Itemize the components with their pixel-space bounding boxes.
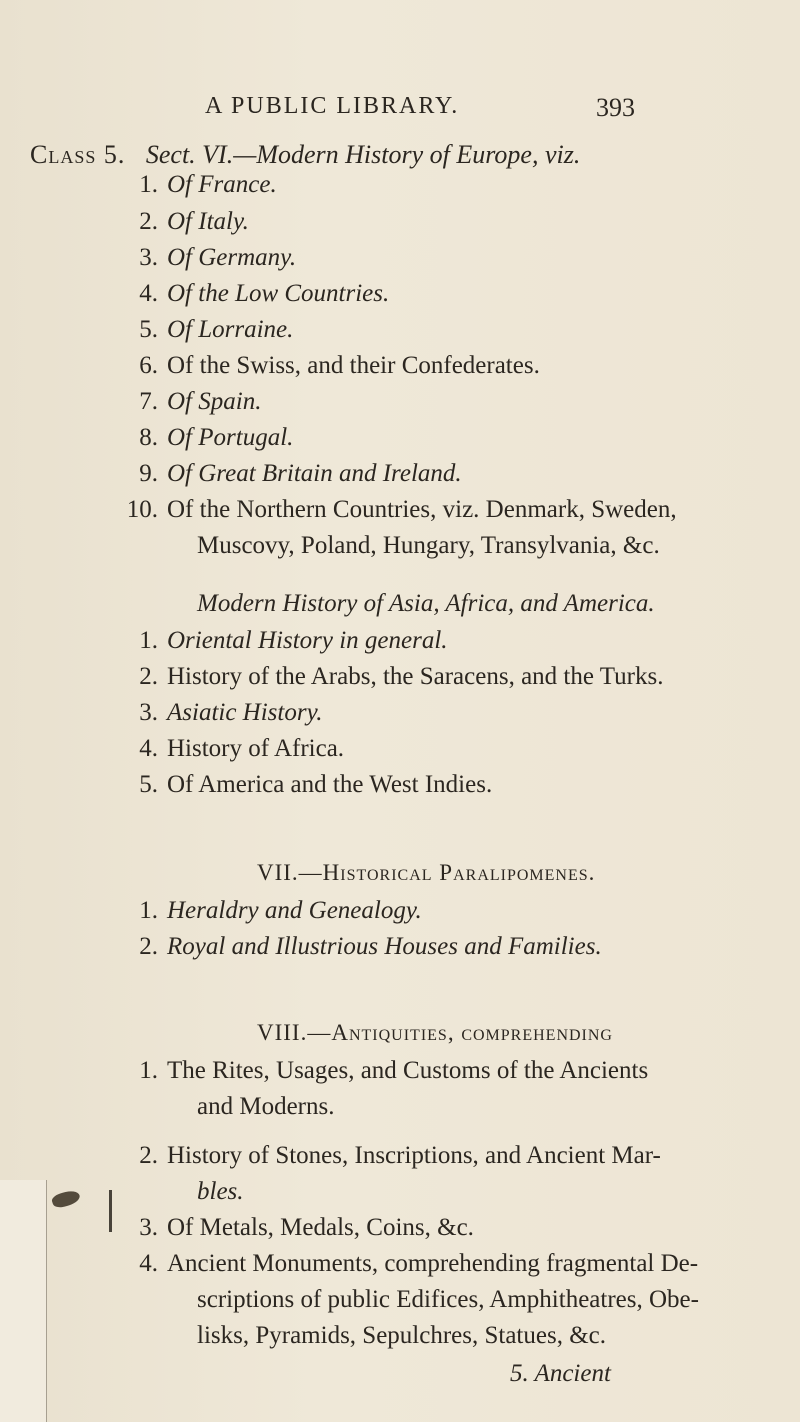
item-text: Of Metals, Medals, Coins, &c. xyxy=(167,1214,474,1241)
class-label: Class 5. xyxy=(30,140,126,169)
item-text: lisks, Pyramids, Sepulchres, Statues, &c. xyxy=(197,1322,606,1349)
item-text: Of France. xyxy=(167,171,277,198)
item-number: 2. xyxy=(139,933,158,960)
item-number: 1. xyxy=(139,1057,158,1084)
item-number: 3. xyxy=(139,1214,158,1241)
item-number: 9. xyxy=(139,460,158,487)
item-number: 1. xyxy=(139,897,158,924)
item-text: Of Italy. xyxy=(167,208,249,235)
item-text: Of Germany. xyxy=(167,244,297,271)
item-text: The Rites, Usages, and Customs of the Ancients xyxy=(167,1057,649,1084)
item-number: 7. xyxy=(139,388,158,415)
section-viii-heading: VIII.—Antiquities, comprehending xyxy=(257,1020,613,1045)
item-text: History of Stones, Inscriptions, and Ancient Mar- xyxy=(167,1142,661,1169)
ink-blot xyxy=(51,1188,82,1210)
item-number: 2. xyxy=(139,1142,158,1169)
item-text: Of Portugal. xyxy=(167,424,294,451)
item-text: Muscovy, Poland, Hungary, Transylvania, &c. xyxy=(197,532,660,559)
page-header xyxy=(0,93,800,129)
item-text: bles. xyxy=(197,1178,244,1205)
running-head: A PUBLIC LIBRARY. xyxy=(205,93,460,119)
page-number: 393 xyxy=(596,93,635,122)
item-text: Of the Low Countries. xyxy=(167,280,390,307)
item-text: Asiatic History. xyxy=(167,699,323,726)
item-number: 4. xyxy=(139,735,158,762)
item-number: 10. xyxy=(126,496,158,523)
item-number: 6. xyxy=(139,352,158,379)
item-text: History of the Arabs, the Saracens, and the Turks. xyxy=(167,663,664,690)
item-number: 1. xyxy=(139,627,158,654)
section-title xyxy=(146,140,580,169)
item-text: Oriental History in general. xyxy=(167,627,448,654)
item-number: 5. xyxy=(139,316,158,343)
item-number: 4. xyxy=(139,280,158,307)
section-prefix: Sect. VI.—Modern History of xyxy=(145,140,450,169)
item-text: History of Africa. xyxy=(167,735,345,762)
item-number: 4. xyxy=(139,1250,158,1277)
item-text: Ancient Monuments, comprehending fragmental De- xyxy=(167,1250,699,1277)
item-text: Heraldry and Genealogy. xyxy=(167,897,422,924)
item-number: 8. xyxy=(139,424,158,451)
item-text: Of Lorraine. xyxy=(167,316,294,343)
item-text: Royal and Illustrious Houses and Families. xyxy=(167,933,602,960)
item-number: 2. xyxy=(139,208,158,235)
section-vii-heading: VII.—Historical Paralipomenes. xyxy=(257,860,596,885)
adjacent-page-edge xyxy=(0,1180,47,1422)
item-text: Of the Swiss, and their Confederates. xyxy=(167,352,540,379)
class-heading xyxy=(30,140,580,170)
section-suffix: Europe, viz. xyxy=(456,140,581,169)
ink-streak xyxy=(109,1190,112,1232)
item-text: Of America and the West Indies. xyxy=(167,771,493,798)
item-number: 3. xyxy=(139,699,158,726)
item-number: 3. xyxy=(139,244,158,271)
item-text: Of Great Britain and Ireland. xyxy=(167,460,462,487)
asia-heading: Modern History of Asia, Africa, and America. xyxy=(197,590,655,617)
item-number: 5. xyxy=(139,771,158,798)
item-text: Of Spain. xyxy=(167,388,262,415)
item-text: and Moderns. xyxy=(197,1093,335,1120)
catchword: 5. Ancient xyxy=(510,1360,611,1387)
item-text: Of the Northern Countries, viz. Denmark, Sweden, xyxy=(167,496,677,523)
item-text: scriptions of public Edifices, Amphitheatres, Obe- xyxy=(197,1286,699,1313)
item-number: 2. xyxy=(139,663,158,690)
item-number: 1. xyxy=(139,171,158,198)
